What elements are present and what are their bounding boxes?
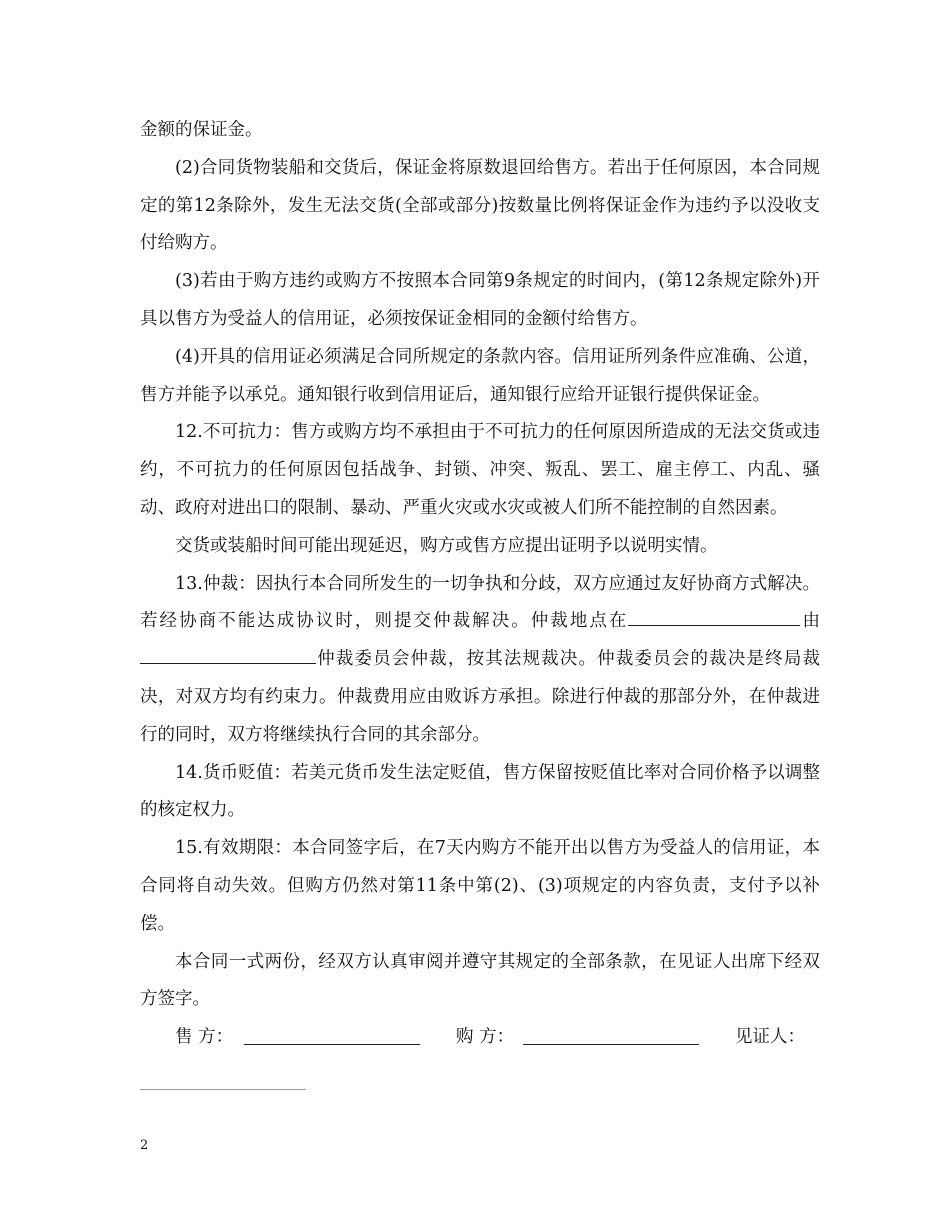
arbitration-text-c: 仲裁委员会仲裁，按其法规裁决。仲裁委员会的裁决是终局裁决，对双方均有约束力。仲裁费用应由败诉方承担。除进行仲裁的那部分外，在仲裁进行的同时，双方将继续执行合同的其余部分。 — [140, 649, 820, 745]
seller-signature-line — [244, 1044, 420, 1045]
buyer-signature-line — [523, 1044, 699, 1045]
arbitration-text-a: 13.仲裁：因执行本合同所发生的一切争执和分歧，双方应通过友好协商方式解决。若经协商不能达成协议时，则提交仲裁解决。仲裁地点在 — [140, 573, 820, 632]
arbitration-commission-blank — [140, 647, 316, 664]
paragraph-copies: 本合同一式两份，经双方认真审阅并遵守其规定的全部条款，在见证人出席下经双方签字。 — [140, 951, 820, 1010]
paragraph-clause-11-3: (3)若由于购方违约或购方不按照本合同第9条规定的时间内，(第12条规定除外)开具以售方为受益人的信用证，必须按保证金相同的金额付给售方。 — [140, 271, 820, 329]
arbitration-place-blank — [628, 609, 778, 626]
arbitration-text-b: 由 — [800, 611, 821, 632]
seller-label: 售 方： — [175, 1027, 234, 1048]
arbitration-place-blank-cont — [778, 609, 800, 626]
paragraph-clause-12-force-majeure: 12.不可抗力：售方或购方均不承担由于不可抗力的任何原因所造成的无法交货或违约，不可抗力的任何原因包括战争、封锁、冲突、叛乱、罢工、雇主停工、内乱、骚动、政府对进出口的限制、暴动、严重火灾或水灾或被人们所不能控制的自然因素。 — [140, 422, 820, 518]
witness-label: 见证人： — [735, 1027, 805, 1048]
paragraph-clause-11-4: (4)开具的信用证必须满足合同所规定的条款内容。信用证所列条件应准确、公道，售方并能予以承兑。通知银行收到信用证后，通知银行应给开证银行提供保证金。 — [140, 346, 820, 405]
paragraph-delay-notice: 交货或装船时间可能出现延迟，购方或售方应提出证明予以说明实情。 — [175, 535, 718, 556]
witness-signature-line — [140, 1089, 306, 1090]
signature-row — [140, 1019, 820, 1057]
page-number: 2 — [140, 1138, 149, 1153]
paragraph-clause-14-devaluation: 14.货币贬值：若美元货币发生法定贬值，售方保留按贬值比率对合同价格予以调整的核定权力。 — [140, 762, 820, 821]
buyer-label: 购 方： — [456, 1027, 515, 1048]
paragraph-clause-15-validity: 15.有效期限：本合同签字后，在7天内购方不能开出以售方为受益人的信用证，本合同将自动失效。但购方仍然对第11条中第(2)、(3)项规定的内容负责，支付予以补偿。 — [140, 838, 820, 934]
paragraph-clause-11-2: (2)合同货物装船和交货后，保证金将原数退回给售方。若出于任何原因，本合同规定的第12条除外，发生无法交货(全部或部分)按数量比例将保证金作为违约予以没收支付给购方。 — [140, 157, 820, 254]
paragraph-clause-13-arbitration — [140, 566, 820, 755]
paragraph-deposit-end: 金额的保证金。 — [140, 120, 263, 140]
document-body — [140, 112, 820, 1057]
